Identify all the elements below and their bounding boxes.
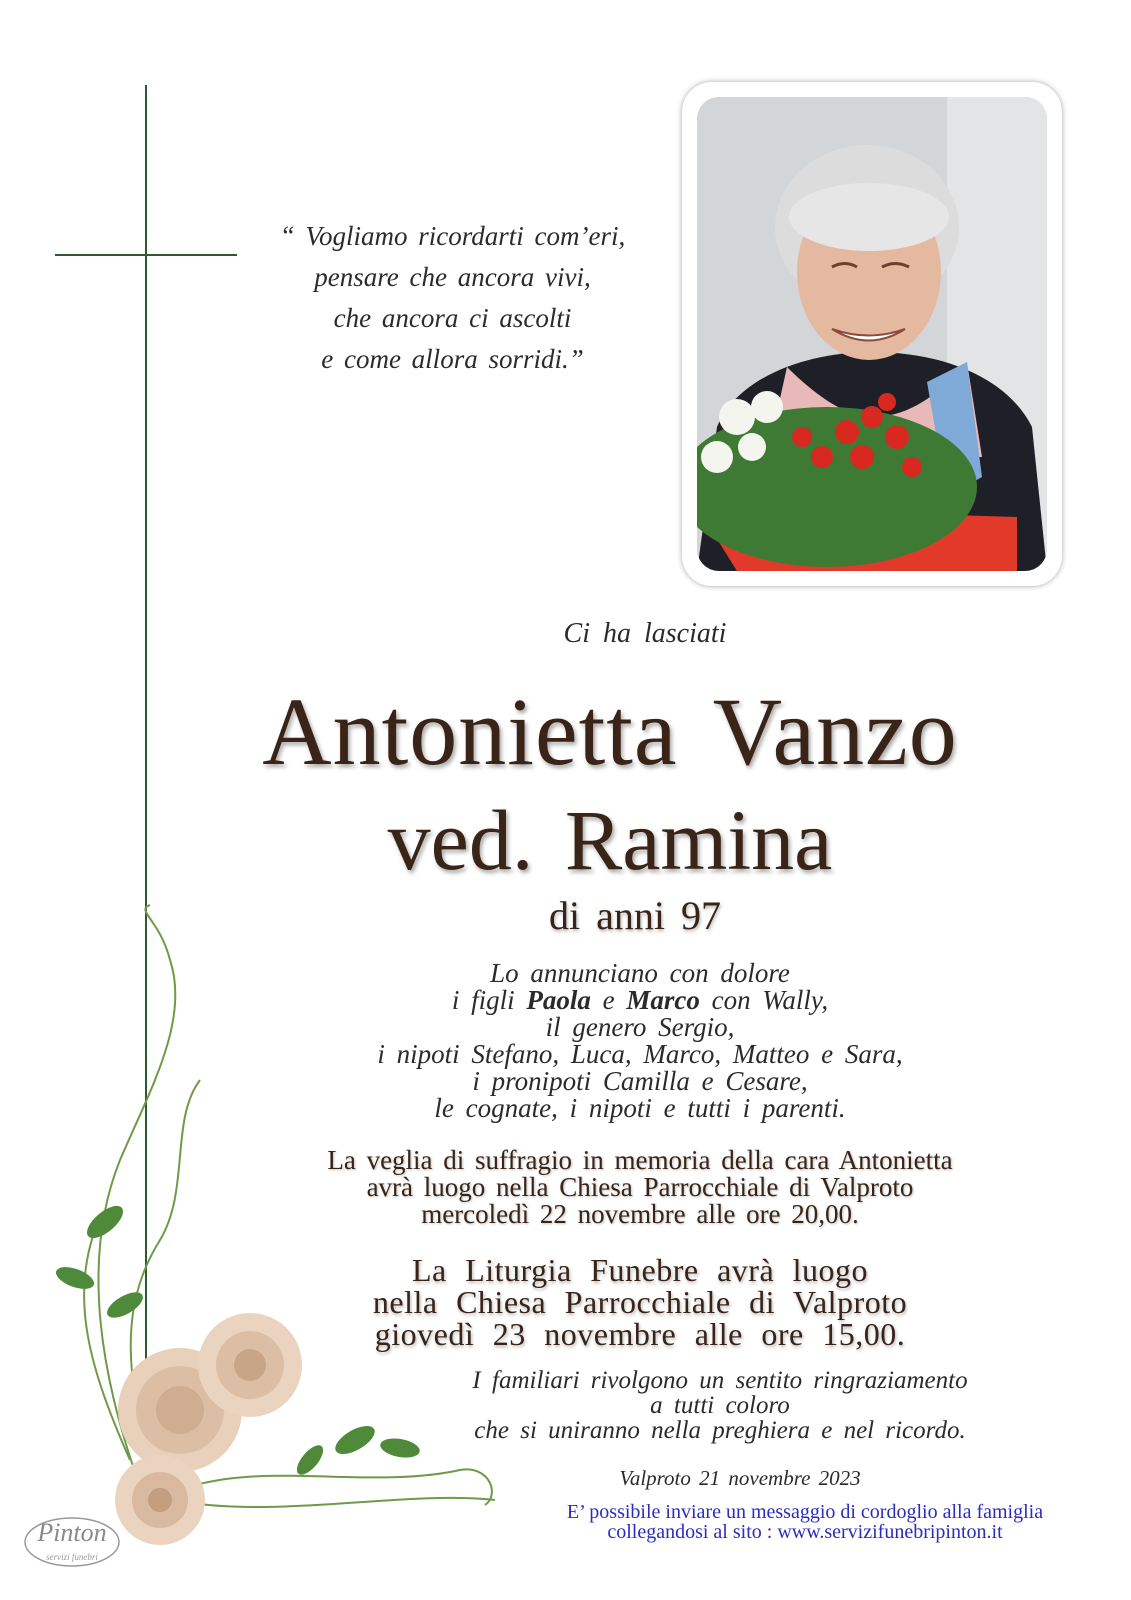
logo-subtitle: servizi funebri: [46, 1552, 98, 1562]
deceased-age: di anni 97: [549, 893, 721, 938]
quote-line: pensare che ancora vivi,: [314, 262, 591, 292]
family-announcement: [250, 960, 1030, 1122]
condolence-contact: [520, 1502, 1090, 1542]
place-date: Valproto 21 novembre 2023: [619, 1466, 861, 1490]
contact-website-link[interactable]: collegandosi al sito : www.servizifunebripinton.it: [607, 1521, 1003, 1543]
thanks-line: I familiari rivolgono un sentito ringraziamento: [472, 1367, 968, 1394]
funeral-line: La Liturgia Funebre avrà luogo: [411, 1252, 869, 1288]
funeral-line: giovedì 23 novembre alle ore 15,00.: [374, 1316, 906, 1352]
announcement-text: e: [590, 985, 627, 1015]
contact-line: E’ possibile inviare un messaggio di cordoglio alla famiglia: [566, 1501, 1044, 1523]
child-name: Marco: [626, 985, 700, 1015]
deceased-name: Antonietta Vanzo: [262, 678, 958, 785]
quote-line: e come allora sorridi.”: [321, 344, 584, 374]
announcement-line: i nipoti Stefano, Luca, Marco, Matteo e Sara,: [377, 1039, 903, 1069]
memorial-quote: [255, 216, 650, 380]
quote-line: “ Vogliamo ricordarti com’eri,: [279, 221, 626, 251]
cross-horizontal-bar: [55, 254, 237, 256]
portrait-photo: [697, 97, 1047, 571]
announcement-text: i figli: [451, 985, 527, 1015]
vigil-notice: [200, 1147, 1080, 1228]
logo-name: Pinton: [37, 1518, 107, 1547]
thanks-line: che si uniranno nella preghiera e nel ricordo.: [474, 1417, 966, 1444]
deceased-married-name: ved. Ramina: [387, 792, 833, 888]
announcement-text: con Wally,: [699, 985, 829, 1015]
quote-line: che ancora ci ascolti: [333, 303, 572, 333]
announcement-line: i pronipoti Camilla e Cesare,: [472, 1066, 808, 1096]
vigil-line: avrà luogo nella Chiesa Parrocchiale di Valproto: [366, 1172, 914, 1202]
child-name: Paola: [526, 985, 591, 1015]
thanks-line: a tutti coloro: [650, 1392, 790, 1419]
funeral-notice: [220, 1254, 1060, 1350]
announcement-line: Lo annunciano con dolore: [490, 958, 790, 988]
funeral-line: nella Chiesa Parrocchiale di Valproto: [372, 1284, 908, 1320]
thanks-notice: [410, 1368, 1030, 1443]
vigil-line: mercoledì 22 novembre alle ore 20,00.: [421, 1199, 859, 1229]
announcement-line: le cognate, i nipoti e tutti i parenti.: [434, 1093, 846, 1123]
vigil-line: La veglia di suffragio in memoria della cara Antonietta: [327, 1145, 953, 1175]
announcement-line: il genero Sergio,: [545, 1012, 735, 1042]
announcement-line-children: [250, 987, 1030, 1014]
intro-text: Ci ha lasciati: [563, 618, 727, 649]
portrait-image: [697, 97, 1047, 571]
